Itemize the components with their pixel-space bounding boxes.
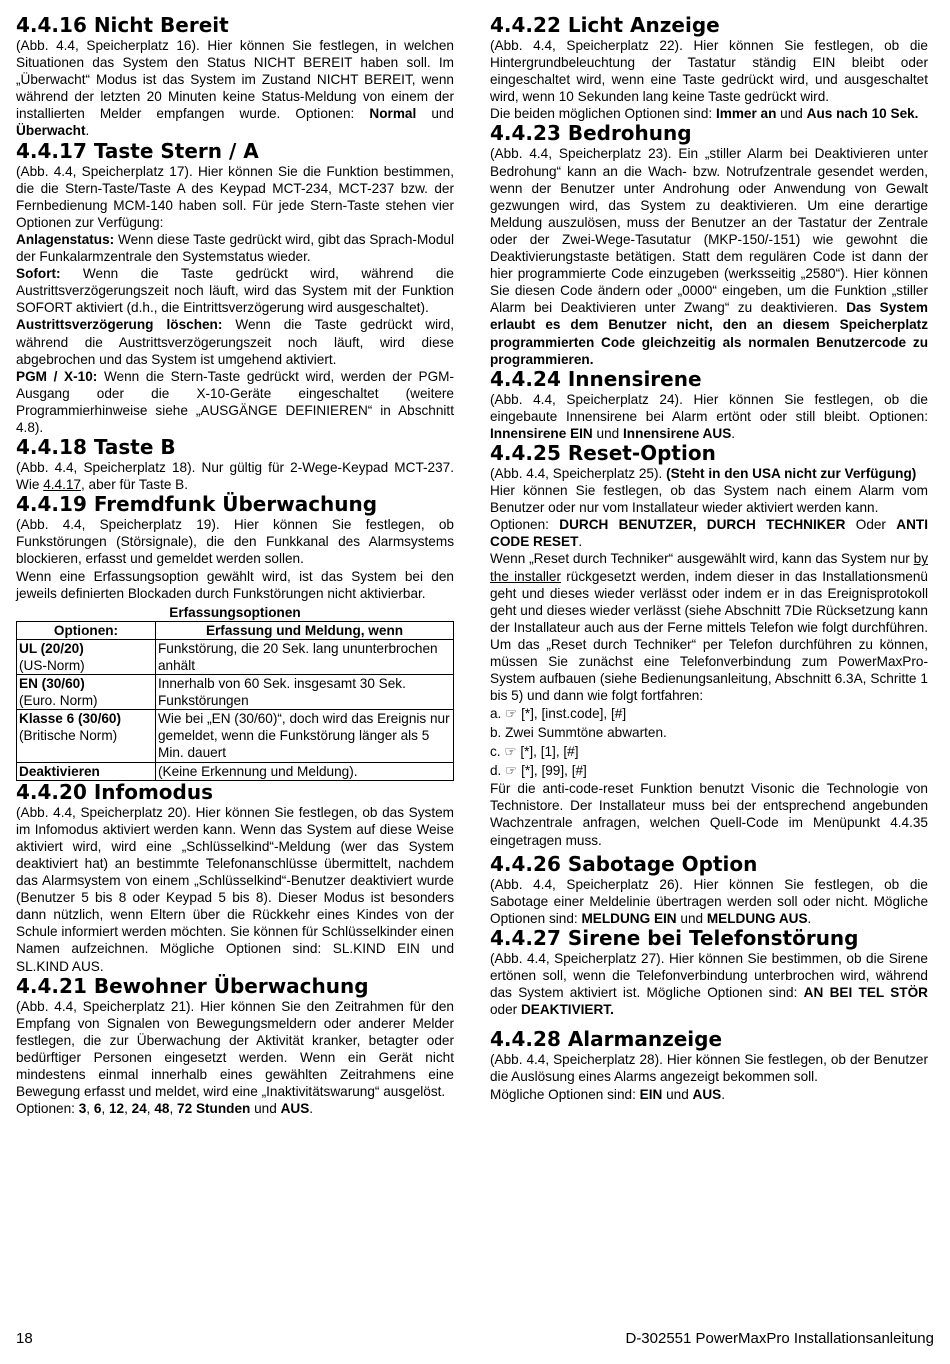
section-text-4-4-26: (Abb. 4.4, Speicherplatz 26). Hier können Sie festlegen, ob die Sabotage einer Meldelinie übertragen werden soll oder nicht. Mögliche Optionen sind: MELDUNG EIN und MELDUNG AUS. — [490, 876, 928, 926]
section-text-4-4-23: (Abb. 4.4, Speicherplatz 23). Ein „stiller Alarm bei Deaktivieren unter Bedrohung“ kann an die Wach- bzw. Notrufzentrale gesendet werden, wenn der Benutzer unter Androhung oder Anwendung von Gewalt gezwungen wird, das System zu deaktivieren. Um eine derartige Meldung auszulösen, muss der Benutzer an der Tastatur der Zentrale oder der Zwei-Wege-Tasutatur (MKP-150/-151) wie gewohnt die Deaktivierungstaste betätigen. Statt dem regulären Code ist dann der hier programmierte Code einzugeben (werksseitig „2580“). Hier können Sie diesen Code ändern oder „0000“ eingeben, um die Funktion „stiller Alarm bei Deaktivieren unter Zwang“ zu deaktivieren. Das System erlaubt es dem Benutzer nicht, den an diesem Speicherplatz programmierten Code gleichzeitig als normalen Benutzercode zu programmieren. — [490, 146, 928, 367]
section-options-4-4-28: Mögliche Optionen sind: EIN und AUS. — [490, 1086, 726, 1102]
section-title-4-4-16: 4.4.16 Nicht Bereit — [16, 13, 229, 37]
section-title-4-4-24: 4.4.24 Innensirene — [490, 366, 702, 391]
table-cell-desc: Wie bei „EN (30/60)“, doch wird das Ereignis nur gemeldet, wenn die Funkstörung länger als 5 Min. dauert — [156, 710, 454, 762]
section-options-4-4-21: Optionen: 3, 6, 12, 24, 48, 72 Stunden und AUS. — [16, 1101, 314, 1117]
right-column — [490, 14, 928, 1103]
section-text-4-4-25-d: Für die anti-code-reset Funktion benutzt Visonic die Technologie von Technistore. Der Installateur muss bei der entsprechend angebunden Wachzentrale anfragen, welchen Quell-Code im Menüpunkt 4.4.35 eingetragen muss. — [490, 781, 928, 848]
table-row — [17, 762, 454, 780]
section-title-4-4-22: 4.4.22 Licht Anzeige — [490, 13, 720, 37]
section-title-4-4-18: 4.4.18 Taste B — [16, 435, 176, 460]
table-header-row — [17, 621, 454, 639]
section-title-4-4-19: 4.4.19 Fremdfunk Überwachung — [16, 492, 378, 517]
table-row — [17, 675, 454, 710]
section-text-4-4-16: (Abb. 4.4, Speicherplatz 16). Hier können Sie festlegen, in welchen Situationen das System den Status NICHT BEREIT haben soll. Im „Überwacht“ Modus ist das System im Zustand NICHT BEREIT, wenn während der letzten 20 Minuten keine Status-Meldung von einem der installierten Melder empfangen wurde. Optionen: Normal und Überwacht. — [16, 38, 454, 139]
section-text-4-4-22: (Abb. 4.4, Speicherplatz 22). Hier können Sie festlegen, ob die Hintergrundbeleuchtung der Tastatur ständig EIN bleibt oder eingeschaltet wird, wenn eine Taste gedrückt wird, und ausgeschaltet wird, wenn 10 Sekunden lang keine Taste gedrückt wird. — [490, 38, 928, 105]
option-sofort: Sofort: Wenn die Taste gedrückt wird, während die Austrittsverzögerungszeit noch läuft, wird das System mit der Funktion SOFORT aktiviert (d.h., die Eintrittsverzögerung wird ausgeschaltet). — [16, 266, 454, 316]
section-text-4-4-25-c: Wenn „Reset durch Techniker“ ausgewählt wird, kann das System nur by the installer rückgesetzt werden, indem dieser in das Installationsmenü geht und dieses wieder verlässt oder indem er in das Ereignisprotokoll geht und dieses wieder verlässt (siehe Abschnitt 7Die Rücksetzung kann der Installateur auch aus der Ferne mittels Telefon wie folgt durchführen. Um das „Reset durch Techniker“ per Telefon durchführen zu können, müssen Sie zunächst eine Telefonverbindung zum PowerMaxPro-System aufbauen (siehe Bedienungsanleitung, Abschnitt 6.3A, Schritte 1 bis 5) und dann wie folgt fortfahren: — [490, 551, 928, 704]
section-title-4-4-25: 4.4.25 Reset-Option — [490, 440, 716, 465]
section-options-4-4-22: Die beiden möglichen Optionen sind: Immer an und Aus nach 10 Sek. — [490, 106, 919, 122]
document-title: D-302551 PowerMaxPro Installationsanleitung — [625, 1330, 934, 1347]
table-cell-option: Deaktivieren — [17, 762, 156, 780]
section-text-4-4-27: (Abb. 4.4, Speicherplatz 27). Hier können Sie bestimmen, ob die Sirene ertönen soll, wenn die Telefonverbindung unterbrochen wird, während das System aktiviert ist. Mögliche Optionen sind: AN BEI TEL STÖR oder DEAKTIVIERT. — [490, 950, 928, 1018]
section-text-4-4-20: (Abb. 4.4, Speicherplatz 20). Hier können Sie festlegen, ob das System im Infomodus aktiviert werden kann. Wenn das System auf diese Weise aktiviert wird, wird eine „Schlüsselkind“-Meldung (wer das System deaktiviert hat) an bestimmte Telefonanschlüsse übermittelt, nachdem das Alarmsystem von einem „Schlüsselkind“-Benutzer deaktiviert wurde (Benutzer 5 bis 8 oder Keypad 5 bis 8). Dieser Modus ist besonders dann nützlich, wenn Eltern über die Rückkehr eines Kindes von der Schule informiert werden möchten. Sie können für Schlüsselkinder einen Namen aufzeichnen. Mögliche Optionen sind: SL.KIND EIN und SL.KIND AUS. — [16, 804, 454, 974]
section-title-4-4-27: 4.4.27 Sirene bei Telefonstörung — [490, 925, 859, 950]
section-title-4-4-26: 4.4.26 Sabotage Option — [490, 851, 758, 876]
section-text-4-4-18: (Abb. 4.4, Speicherplatz 18). Nur gültig für 2-Wege-Keypad MCT-237. Wie 4.4.17, aber für Taste B. — [16, 460, 454, 493]
page-number: 18 — [16, 1330, 33, 1347]
option-austrittsverzoegerung: Austrittsverzögerung löschen: Wenn die Taste gedrückt wird, während die Austrittsverzögerungszeit noch läuft, wird diese abgebrochen und das System ist umgehend aktiviert. — [16, 317, 455, 367]
table-row — [17, 639, 454, 674]
table-caption: Erfassungsoptionen — [169, 604, 301, 620]
left-column — [16, 14, 454, 1117]
section-title-4-4-20: 4.4.20 Infomodus — [16, 779, 213, 804]
section-text-4-4-17: (Abb. 4.4, Speicherplatz 17). Hier können Sie die Funktion bestimmen, die die Stern-Taste/Taste A des Keypad MCT-234, MCT-237 bzw. der Fernbedienung MCM-140 haben soll. Für jede Stern-Taste stehen vier Optionen zur Verfügung: — [16, 163, 454, 230]
table-cell-option: EN (30/60) (Euro. Norm) — [17, 675, 156, 710]
table-header-options: Optionen: — [17, 621, 156, 639]
table-cell-desc: (Keine Erkennung und Meldung). — [156, 762, 454, 780]
section-title-4-4-21: 4.4.21 Bewohner Überwachung — [16, 973, 369, 998]
step-a: a. ☞ [*], [inst.code], [#] — [490, 706, 627, 722]
option-anlagenstatus: Anlagenstatus: Wenn diese Taste gedrückt wird, gibt das Sprach-Modul der Funkalarmzentrale den Systemstatus wieder. — [16, 231, 454, 265]
step-c: c. ☞ [*], [1], [#] — [490, 744, 579, 760]
options-table — [16, 621, 454, 781]
table-cell-desc: Funkstörung, die 20 Sek. lang ununterbrochen anhält — [156, 639, 454, 674]
section-text-4-4-19: (Abb. 4.4, Speicherplatz 19). Hier können Sie festlegen, ob Funkstörungen (Störsignale), die den Funkkanal des Alarmsystems blockieren, erfasst und gemeldet werden sollen. — [16, 517, 454, 567]
section-text-4-4-25-b: Hier können Sie festlegen, ob das System nach einem Alarm vom Benutzer oder nur vom Installateur wieder aktiviert werden kann. — [490, 483, 928, 516]
section-text-4-4-28: (Abb. 4.4, Speicherplatz 28). Hier können Sie festlegen, ob der Benutzer die Auslösung eines Alarms angezeigt bekommen soll. — [490, 1052, 928, 1085]
section-text-4-4-21: (Abb. 4.4, Speicherplatz 21). Hier können Sie den Zeitrahmen für den Empfang von Signalen von Bewegungsmeldern oder anderer Melder festlegen, die zur Überwachung der Aktivität kranker, betagter oder bedürftiger Personen eingesetzt werden. Wenn ein Gerät nicht mindestens einmal innerhalb eines gewählten Zeitrahmens eine Bewegung erfasst und meldet, wird eine „Inaktivitätswarung“ ausgelöst. — [16, 998, 454, 1100]
table-cell-option: Klasse 6 (30/60) (Britische Norm) — [17, 710, 156, 762]
step-b: b. Zwei Summtöne abwarten. — [490, 725, 667, 741]
table-cell-desc: Innerhalb von 60 Sek. insgesamt 30 Sek. Funkstörungen — [156, 675, 454, 710]
section-text-4-4-24: (Abb. 4.4, Speicherplatz 24). Hier können Sie festlegen, ob die eingebaute Innensirene bei Alarm ertönt oder still bleibt. Optionen: Innensirene EIN und Innensirene AUS. — [490, 391, 928, 441]
section-options-4-4-25: Optionen: DURCH BENUTZER, DURCH TECHNIKER Oder ANTI CODE RESET. — [490, 517, 928, 550]
section-text-4-4-19-b: Wenn eine Erfassungsoption gewählt wird, ist das System bei den jeweils definierten Blockaden durch Funkstörungen nicht aktivierbar. — [16, 568, 454, 601]
option-pgm-x10: PGM / X-10: Wenn die Stern-Taste gedrückt wird, werden der PGM-Ausgang oder die X-10-Geräte eingeschaltet (weitere Programmierhinweise siehe „AUSGÄNGE DEFINIEREN“ in Abschnitt 4.8). — [16, 368, 454, 435]
section-title-4-4-23: 4.4.23 Bedrohung — [490, 121, 692, 146]
table-header-detection: Erfassung und Meldung, wenn — [156, 621, 454, 639]
table-row — [17, 710, 454, 762]
table-cell-option: UL (20/20) (US-Norm) — [17, 639, 156, 674]
section-text-4-4-25: (Abb. 4.4, Speicherplatz 25). (Steht in den USA nicht zur Verfügung) — [490, 465, 917, 481]
section-title-4-4-28: 4.4.28 Alarmanzeige — [490, 1027, 723, 1052]
step-d: d. ☞ [*], [99], [#] — [490, 763, 587, 779]
section-title-4-4-17: 4.4.17 Taste Stern / A — [16, 138, 259, 163]
